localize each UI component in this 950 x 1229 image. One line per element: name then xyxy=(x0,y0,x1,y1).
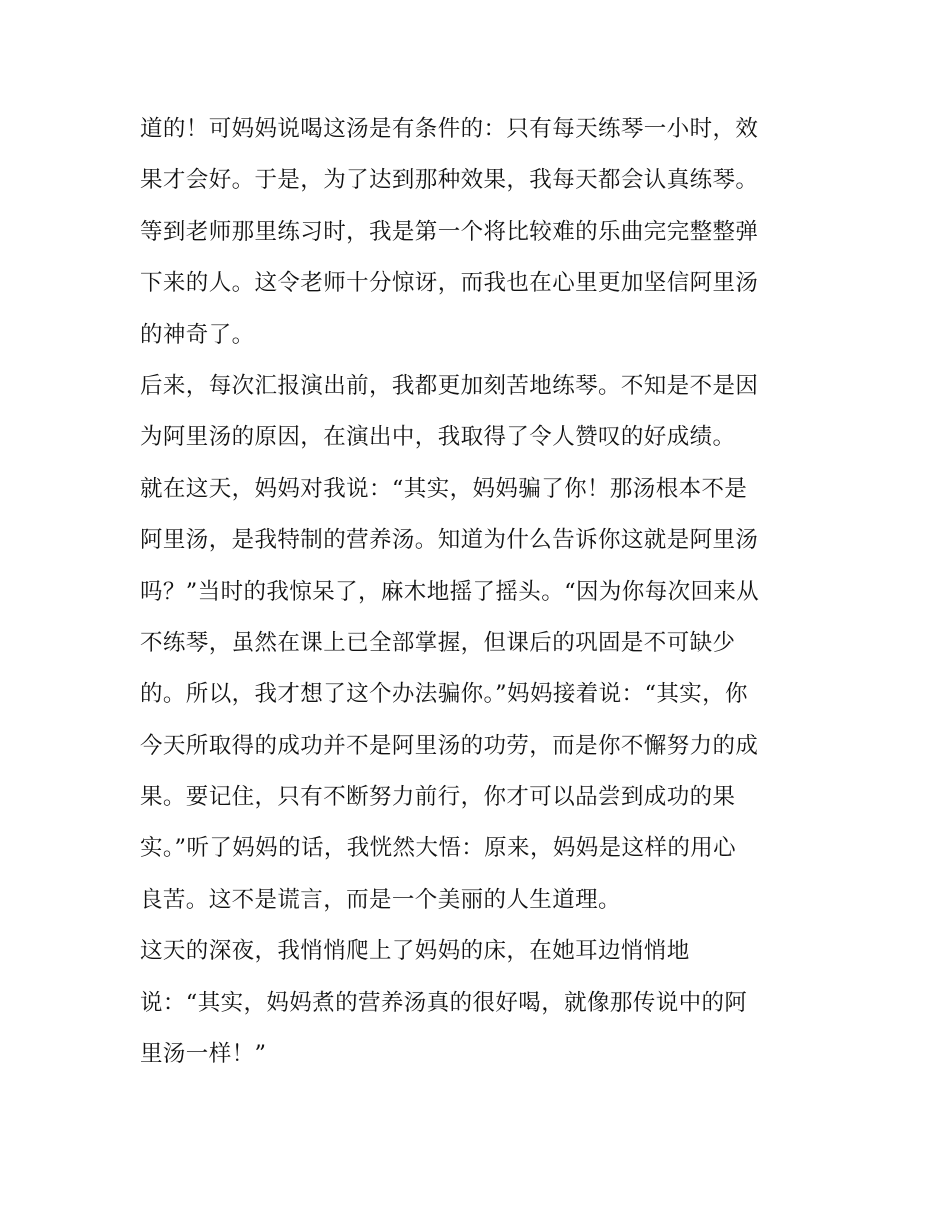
text-line: 里汤一样！” xyxy=(140,1041,267,1068)
text-line: 等到老师那里练习时，我是第一个将比较难的乐曲完完整整弹 xyxy=(140,218,759,245)
text-line: 这天的深夜，我悄悄爬上了妈妈的床，在她耳边悄悄地 xyxy=(140,938,690,965)
text-line: 的。所以，我才想了这个办法骗你。”妈妈接着说：“其实，你 xyxy=(140,681,748,708)
text-line: 后来，每次汇报演出前，我都更加刻苦地练琴。不知是不是因 xyxy=(140,372,759,399)
text-line: 下来的人。这令老师十分惊讶，而我也在心里更加坚信阿里汤 xyxy=(140,270,759,297)
text-line: 果。要记住，只有不断努力前行，你才可以品尝到成功的果 xyxy=(140,784,736,811)
text-line: 为阿里汤的原因，在演出中，我取得了令人赞叹的好成绩。 xyxy=(140,424,736,451)
text-line: 实。”听了妈妈的话，我恍然大悟：原来，妈妈是这样的用心 xyxy=(140,835,737,862)
text-line: 不练琴，虽然在课上已全部掌握，但课后的巩固是不可缺少 xyxy=(140,629,736,656)
text-line: 良苦。这不是谎言，而是一个美丽的人生道理。 xyxy=(140,886,621,913)
text-line: 吗？”当时的我惊呆了，麻木地摇了摇头。“因为你每次回来从 xyxy=(140,578,760,605)
text-line: 说：“其实，妈妈煮的营养汤真的很好喝，就像那传说中的阿 xyxy=(140,989,748,1016)
text-line: 就在这天，妈妈对我说：“其实，妈妈骗了你！那汤根本不是 xyxy=(140,475,748,502)
text-line: 今天所取得的成功并不是阿里汤的功劳，而是你不懈努力的成 xyxy=(140,732,759,759)
text-line: 阿里汤，是我特制的营养汤。知道为什么告诉你这就是阿里汤 xyxy=(140,527,759,554)
text-line: 的神奇了。 xyxy=(140,321,255,348)
text-line: 果才会好。于是，为了达到那种效果，我每天都会认真练琴。 xyxy=(140,167,759,194)
body-text xyxy=(140,104,820,1080)
text-line: 道的！可妈妈说喝这汤是有条件的：只有每天练琴一小时，效 xyxy=(140,116,759,142)
